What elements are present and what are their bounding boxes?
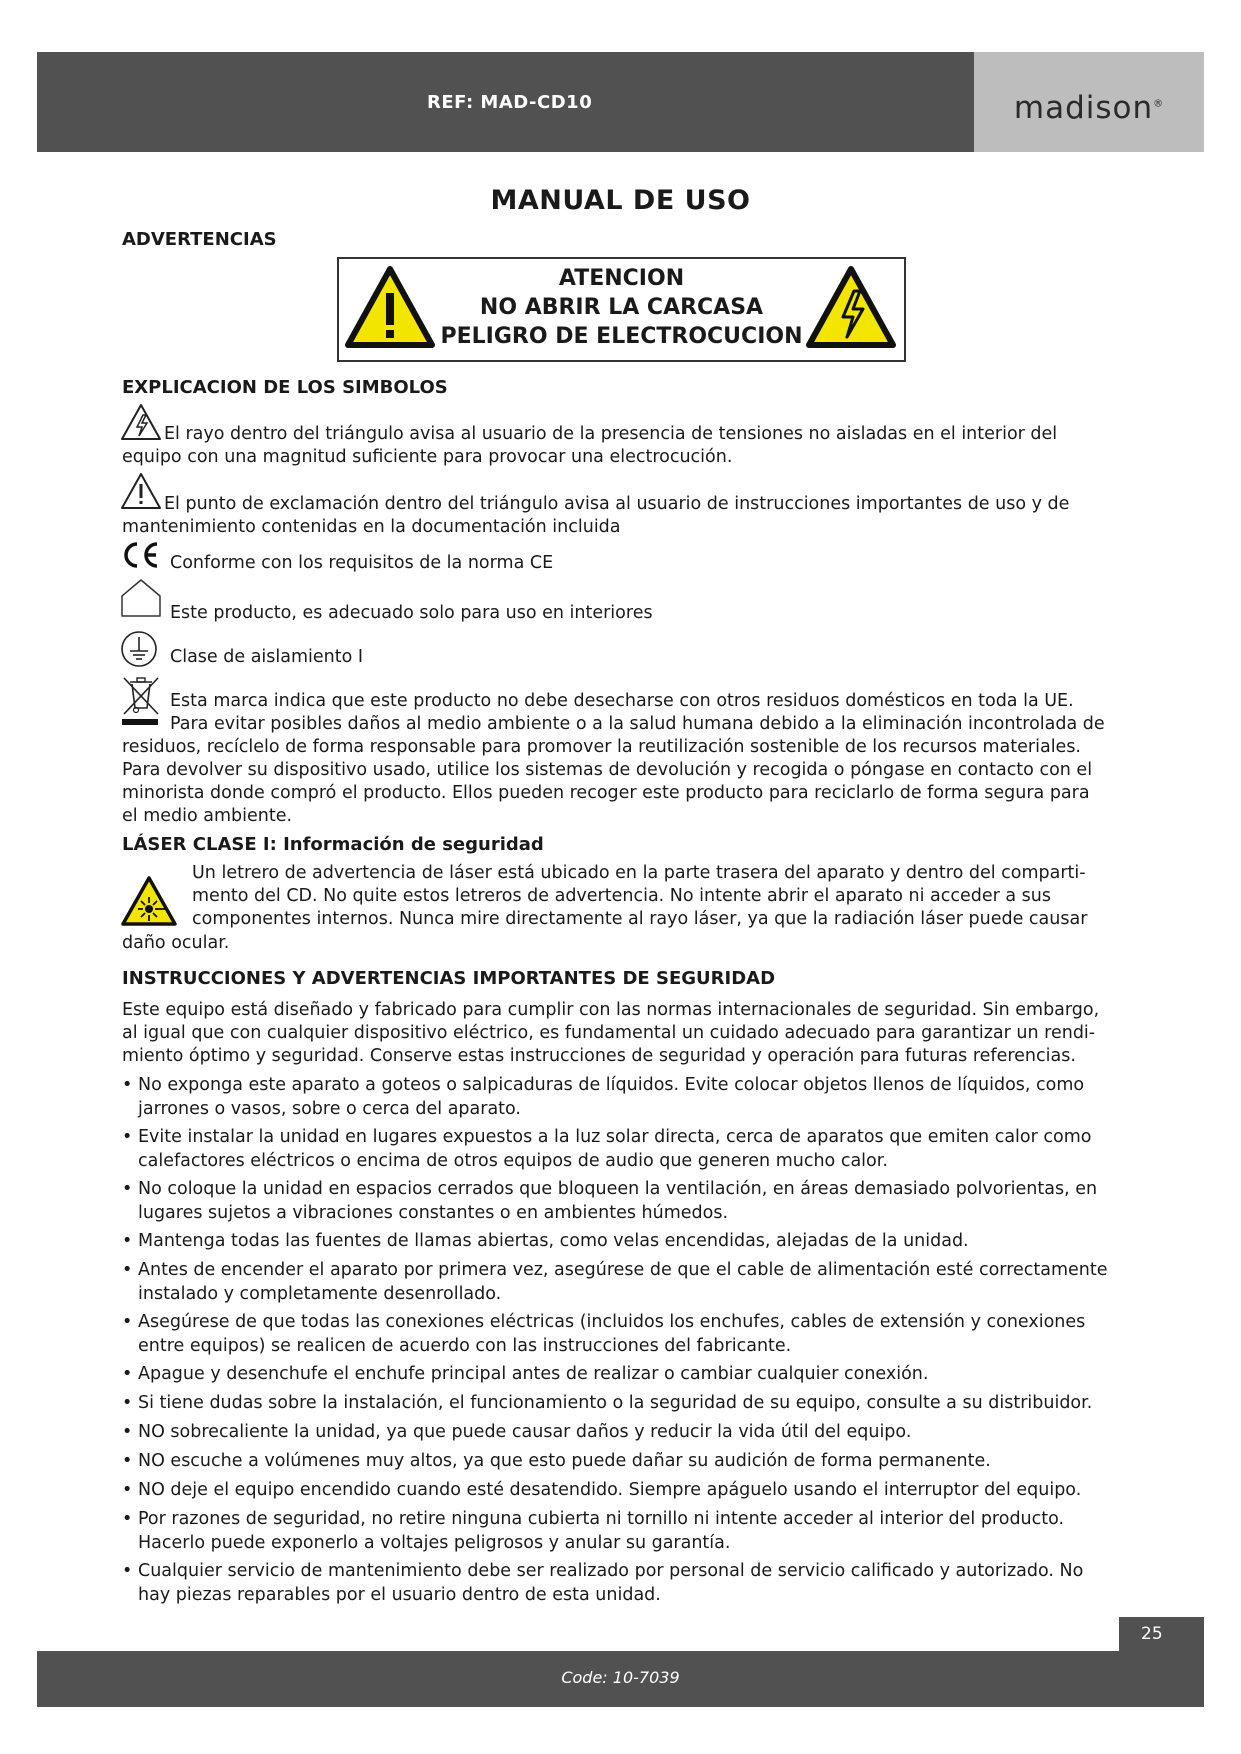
weee-text-line-1: Esta marca indica que este producto no debe desecharse con otros residuos domésticos en toda la UE. — [170, 691, 1074, 711]
lightning-warning-icon — [805, 265, 897, 351]
warning-line-3: PELIGRO DE ELECTROCUCION — [440, 324, 803, 349]
safety-bullet-8: • Si tiene dudas sobre la instalación, el funcionamiento o la seguridad de su equipo, consulte a su distribuidor. — [122, 1393, 1093, 1413]
indoor-text: Este producto, es adecuado solo para uso en interiores — [170, 603, 653, 623]
ce-text: Conforme con los requisitos de la norma CE — [170, 553, 554, 573]
warning-text — [439, 264, 804, 351]
weee-text-line-6: el medio ambiente. — [122, 806, 293, 826]
safety-bullet-2: • Evite instalar la unidad en lugares expuestos a la luz solar directa, cerca de aparatos que emiten calor como calefactores eléctricos o encima de otros equipos de audio que generen mucho calor. — [122, 1127, 1092, 1171]
exclamation-warning-icon — [344, 265, 436, 351]
safety-bullet-12: • Por razones de seguridad, no retire ninguna cubierta ni tornillo ni intente acceder al interior del producto. Hacerlo puede exponerlo a voltajes peligrosos y anular su garantía. — [122, 1509, 1065, 1553]
reference-code: REF: MAD-CD10 — [427, 92, 593, 113]
laser-text-line-1: Un letrero de advertencia de láser está ubicado en la parte trasera del aparato y dentro del comparti- — [192, 863, 1086, 883]
weee-text-line-2: Para evitar posibles daños al medio ambiente o a la salud humana debido a la eliminación incontrolada de — [170, 714, 1105, 734]
safety-bullet-3: • No coloque la unidad en espacios cerrados que bloqueen la ventilación, en áreas demasiado polvorientas, en lugares sujetos a vibraciones constantes o en ambientes húmedos. — [122, 1179, 1098, 1223]
safety-heading: INSTRUCCIONES Y ADVERTENCIAS IMPORTANTES DE SEGURIDAD — [122, 968, 776, 989]
safety-bullet-6: • Asegúrese de que todas las conexiones eléctricas (incluidos los enchufes, cables de extensión y conexiones entre equipos) se realicen de acuerdo con las instrucciones del fabricante. — [122, 1312, 1086, 1356]
exclamation-text-line-1: El punto de exclamación dentro del triángulo avisa al usuario de instrucciones importantes de uso y de — [164, 494, 1070, 514]
page-title: MANUAL DE USO — [490, 185, 751, 216]
weee-text-line-3: residuos, recíclelo de forma responsable para promover la reutilización sostenible de los recursos materiales. — [122, 737, 1081, 757]
weee-text-line-4: Para devolver su dispositivo usado, utilice los sistemas de devolución y recogida o póngase en contacto con el — [122, 760, 1093, 780]
safety-bullet-5: • Antes de encender el aparato por primera vez, asegúrese de que el cable de alimentación esté correctamente instalado y completamente desenrollado. — [122, 1260, 1108, 1304]
page-header — [37, 52, 1204, 152]
warning-line-1: ATENCION — [558, 266, 685, 291]
header-ref-bar — [37, 52, 974, 152]
footer-code: Code: 10-7039 — [561, 1668, 680, 1687]
laser-heading: LÁSER CLASE I: Información de seguridad — [122, 834, 544, 855]
warning-line-2: NO ABRIR LA CARCASA — [479, 295, 764, 320]
exclamation-text-line-2: mantenimiento contenidas en la documentación incluida — [122, 517, 621, 537]
warning-box — [337, 257, 906, 362]
safety-bullet-4: • Mantenga todas las fuentes de llamas abiertas, como velas encendidas, alejadas de la unidad. — [122, 1231, 969, 1251]
safety-bullet-7: • Apague y desenchufe el enchufe principal antes de realizar o cambiar cualquier conexión. — [122, 1364, 929, 1384]
brand-logo: madison® — [1013, 90, 1165, 126]
laser-text-line-3: componentes internos. Nunca mire directamente al rayo láser, ya que la radiación láser puede causar — [192, 909, 1088, 929]
ground-class-icon — [120, 630, 158, 668]
weee-bin-icon — [120, 674, 162, 726]
ground-text: Clase de aislamiento I — [170, 647, 364, 667]
safety-intro-line-3: miento óptimo y seguridad. Conserve estas instrucciones de seguridad y operación para futuras referencias. — [122, 1046, 1076, 1066]
header-logo-area — [974, 52, 1204, 152]
lightning-text-line-1: El rayo dentro del triángulo avisa al usuario de la presencia de tensiones no aisladas en el interior del — [164, 424, 1058, 444]
safety-intro-line-1: Este equipo está diseñado y fabricado para cumplir con las normas internacionales de seguridad. Sin embargo, — [122, 1000, 1100, 1020]
safety-bullet-9: • NO sobrecaliente la unidad, ya que puede causar daños y reducir la vida útil del equipo. — [122, 1422, 912, 1442]
weee-text-line-5: minorista donde compró el producto. Ellos pueden recoger este producto para reciclarlo de forma segura para — [122, 783, 1090, 803]
indoor-house-icon — [120, 578, 162, 618]
page-footer — [37, 1651, 1204, 1707]
safety-bullet-1: • No exponga este aparato a goteos o salpicaduras de líquidos. Evite colocar objetos llenos de líquidos, como jarrones o vasos, sobre o cerca del aparato. — [122, 1075, 1085, 1119]
advertencias-heading: ADVERTENCIAS — [122, 229, 277, 250]
ce-mark-icon — [120, 540, 162, 570]
lightning-text-line-2: equipo con una magnitud suficiente para provocar una electrocución. — [122, 447, 733, 467]
laser-text-line-4: daño ocular. — [122, 933, 230, 953]
safety-bullet-13: • Cualquier servicio de mantenimiento debe ser realizado por personal de servicio calificado y autorizado. No hay piezas reparables por el usuario dentro de esta unidad. — [122, 1561, 1084, 1605]
page-number-tab — [1119, 1617, 1204, 1651]
safety-intro-line-2: al igual que con cualquier dispositivo eléctrico, es fundamental un cuidado adecuado para garantizar un rendi- — [122, 1023, 1096, 1043]
symbols-heading: EXPLICACION DE LOS SIMBOLOS — [122, 377, 448, 398]
lightning-triangle-icon — [120, 403, 162, 441]
safety-bullet-11: • NO deje el equipo encendido cuando esté desatendido. Siempre apáguelo usando el interruptor del equipo. — [122, 1480, 1082, 1500]
laser-warning-icon — [120, 875, 178, 927]
page-number: 25 — [1141, 1624, 1163, 1644]
exclamation-triangle-icon — [120, 472, 162, 510]
laser-text-line-2: mento del CD. No quite estos letreros de advertencia. No intente abrir el aparato ni acceder a sus — [192, 886, 1051, 906]
safety-bullet-10: • NO escuche a volúmenes muy altos, ya que esto puede dañar su audición de forma permanente. — [122, 1451, 991, 1471]
